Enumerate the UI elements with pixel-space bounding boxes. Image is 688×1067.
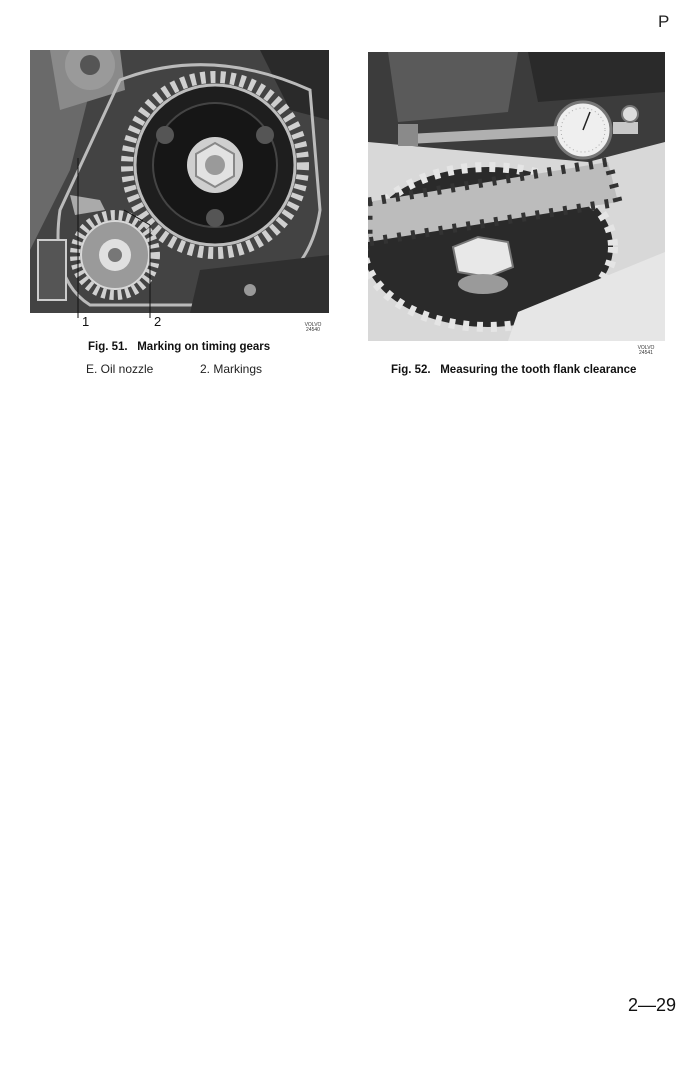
- figure-52-stamp: [633, 346, 659, 356]
- caption-title: Marking on timing gears: [137, 341, 271, 353]
- stamp-number: 24540: [306, 327, 320, 333]
- legend-item-oil-nozzle: E. Oil nozzle: [86, 362, 154, 376]
- page-number: 2—29: [628, 995, 677, 1015]
- callout-1: 1: [82, 314, 90, 329]
- legend-item-markings: 2. Markings: [200, 362, 263, 376]
- stamp-brand: VOLVO: [637, 345, 655, 351]
- caption-title: Measuring the tooth flank clearance: [440, 364, 637, 376]
- figure-52-photo: [368, 52, 665, 341]
- stamp-brand: VOLVO: [304, 322, 322, 328]
- figure-52-caption: [391, 364, 636, 376]
- figure-51-leader-lines: [30, 150, 190, 330]
- caption-number: Fig. 52.: [391, 364, 431, 376]
- callout-2: 2: [154, 314, 162, 329]
- dial-gauge-illustration: [368, 52, 665, 341]
- figure-51-caption: [88, 341, 270, 353]
- section-letter: P: [658, 12, 670, 31]
- caption-number: Fig. 51.: [88, 341, 128, 353]
- figure-51-stamp: [300, 323, 326, 333]
- stamp-number: 24541: [639, 350, 653, 356]
